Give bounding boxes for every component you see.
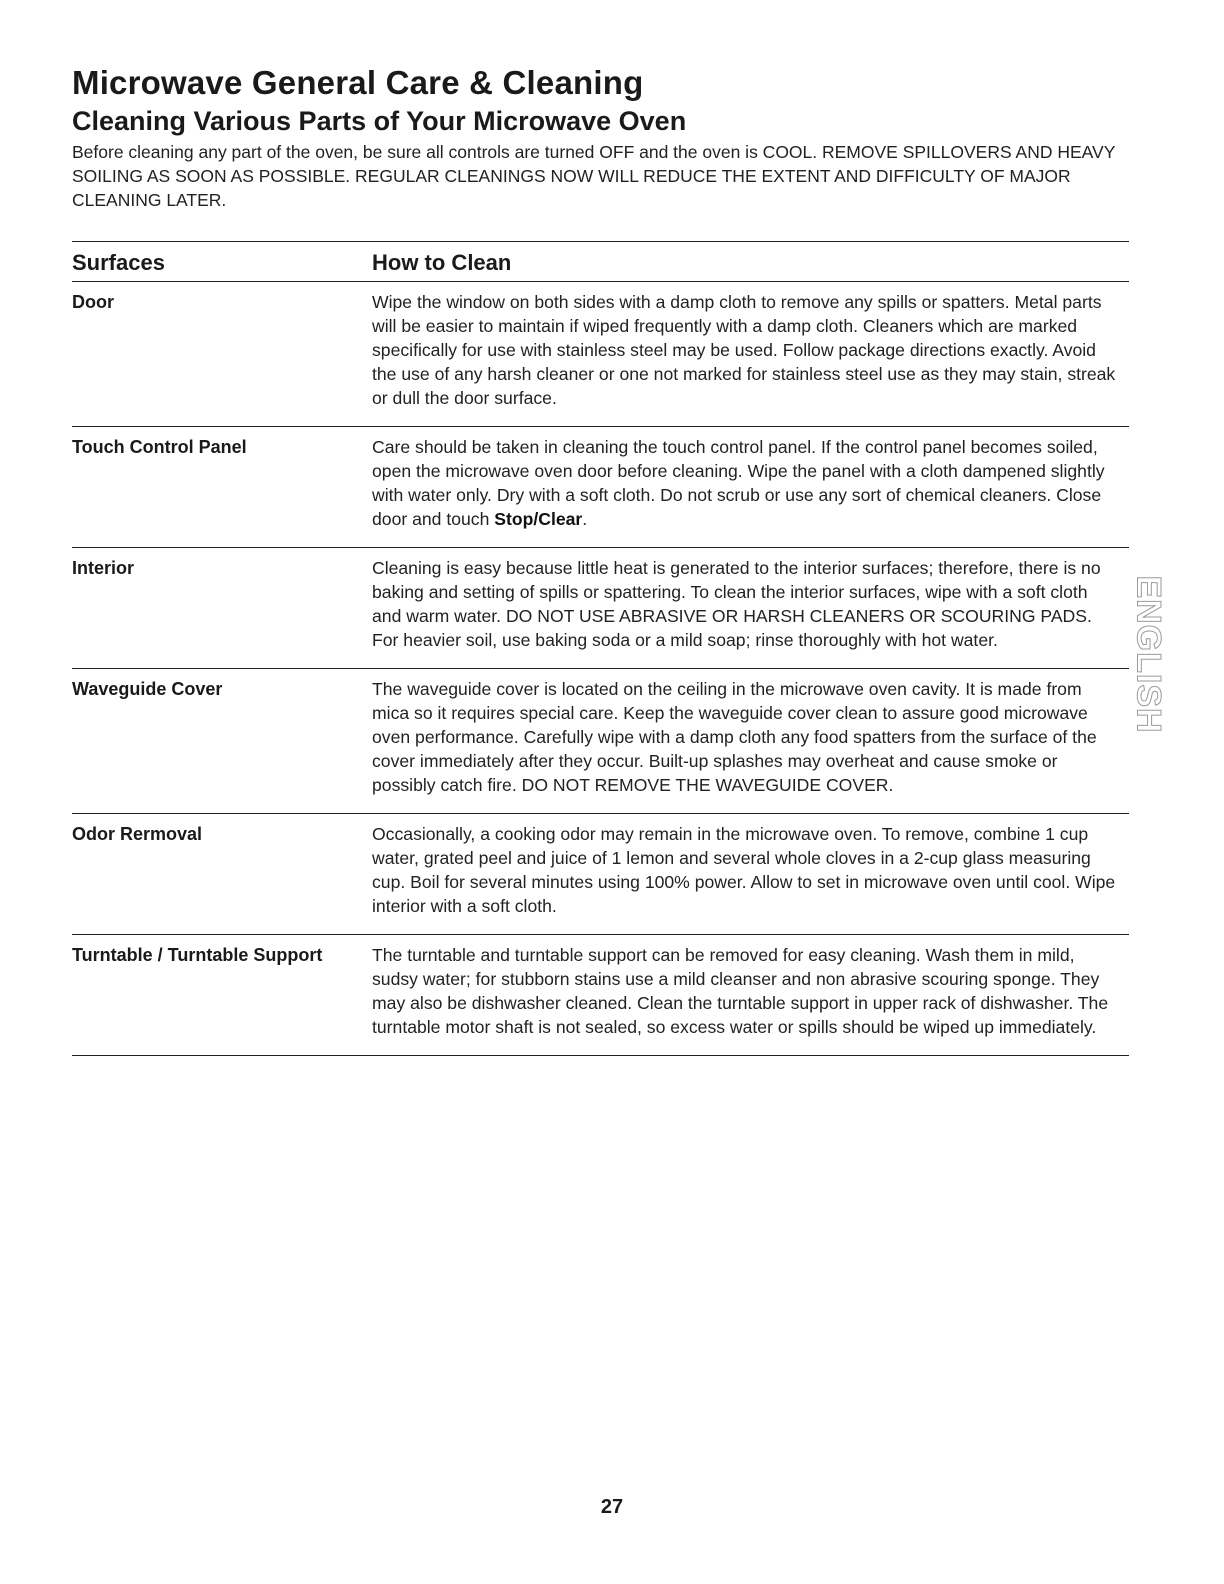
- surface-name: Odor Rermoval: [72, 824, 203, 844]
- language-side-tab: [1129, 574, 1168, 734]
- table-row: [72, 669, 1129, 814]
- cleaning-table: [72, 241, 1129, 1056]
- cleaning-instructions: [372, 435, 1117, 531]
- section-title: Cleaning Various Parts of Your Microwave Oven: [72, 106, 687, 136]
- surface-name: Touch Control Panel: [72, 437, 247, 457]
- table-header: [72, 242, 1129, 282]
- instruction-text-end: .: [582, 509, 588, 529]
- header-how-to-clean: How to Clean: [372, 250, 512, 275]
- surface-name: Turntable / Turntable Support: [72, 945, 323, 965]
- stop-clear-key-label: Stop/Clear: [494, 509, 583, 529]
- table-row: [72, 548, 1129, 669]
- cleaning-instructions: Occasionally, a cooking odor may remain in the microwave oven. To remove, combine 1 cup water, grated peel and juice of 1 lemon and several whole cloves in a 2-cup glass measuring cup. Boil for several minutes using 100% power. Allow to set in microwave oven until cool. Wipe interior with a soft cloth.: [372, 824, 1116, 916]
- cleaning-instructions: The turntable and turntable support can be removed for easy cleaning. Wash them in mild, sudsy water; for stubborn stains use a mild cleanser and non abrasive scouring sponge. They may also be dishwasher cleaned. Clean the turntable support in upper rack of dishwasher. The turntable motor shaft is not sealed, so excess water or spills should be wiped up immediately.: [372, 945, 1109, 1037]
- instruction-text: Care should be taken in cleaning the touch control panel. If the control panel becomes soiled, open the microwave oven door before cleaning. Wipe the panel with a cloth dampened slightly with water only. Dry with a soft cloth. Do not scrub or use any sort of chemical cleaners. Close door and touch: [372, 437, 1105, 529]
- cleaning-instructions: Wipe the window on both sides with a damp cloth to remove any spills or spatters. Metal parts will be easier to maintain if wiped frequently with a damp cloth. Cleaners which are marked specifically for use with stainless steel may be used. Follow package directions exactly. Avoid the use of any harsh cleaner or one not marked for stainless steel use as they may stain, streak or dull the door surface.: [372, 292, 1116, 408]
- surface-name: Waveguide Cover: [72, 679, 223, 699]
- page-number: 27: [600, 1496, 624, 1518]
- table-row: [72, 935, 1129, 1056]
- table-row: [72, 427, 1129, 548]
- surface-name: Interior: [72, 558, 135, 578]
- language-label: ENGLISH: [1129, 574, 1168, 734]
- table-row: [72, 814, 1129, 935]
- surface-name: Door: [72, 292, 114, 312]
- cleaning-instructions: Cleaning is easy because little heat is generated to the interior surfaces; therefore, there is no baking and setting of spills or spattering. To clean the interior surfaces, wipe with a soft cloth and warm water. DO NOT USE ABRASIVE OR HARSH CLEANERS OR SCOURING PADS. For heavier soil, use baking soda or a mild soap; rinse thoroughly with hot water.: [372, 558, 1101, 650]
- intro-paragraph: Before cleaning any part of the oven, be sure all controls are turned OFF and the oven is COOL. REMOVE SPILLOVERS AND HEAVY SOILING AS SOON AS POSSIBLE. REGULAR CLEANINGS NOW WILL REDUCE THE EXTENT AND DIFFICULTY OF MAJOR CLEANING LATER.: [72, 142, 1116, 210]
- header-surfaces: Surfaces: [72, 250, 165, 275]
- cleaning-instructions: The waveguide cover is located on the ceiling in the microwave oven cavity. It is made from mica so it requires special care. Keep the waveguide cover clean to assure good microwave oven performance. Carefully wipe with a damp cloth any food spatters from the surface of the cover immediately after they occur. Built-up splashes may overheat and cause smoke or possibly catch fire. DO NOT REMOVE THE WAVEGUIDE COVER.: [372, 679, 1097, 795]
- table-row: [72, 282, 1129, 427]
- page-title: Microwave General Care & Cleaning: [72, 64, 644, 101]
